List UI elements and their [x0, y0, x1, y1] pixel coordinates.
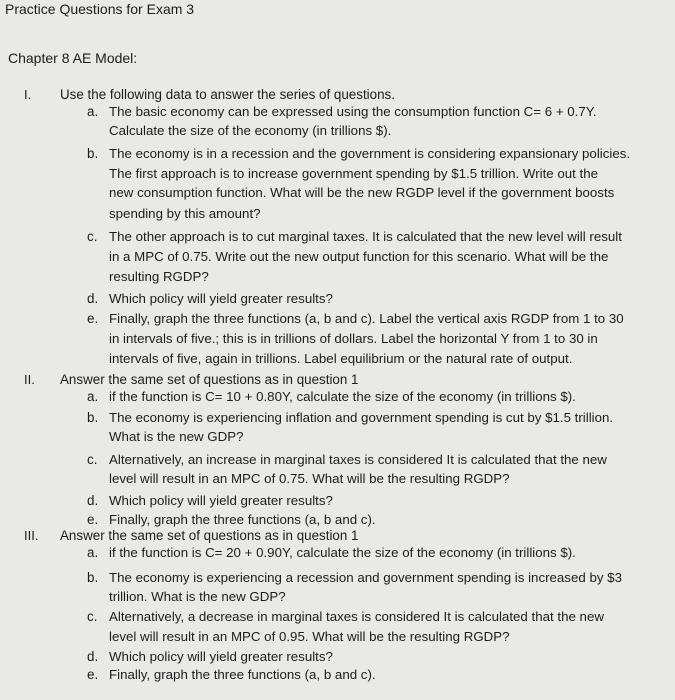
sub-question-line: Alternatively, an increase in marginal taxes is considered It is calculated that the new — [109, 452, 607, 467]
sub-question-letter: a. — [87, 389, 99, 404]
sub-question-line: if the function is C= 10 + 0.80Y, calculate the size of the economy (in trillions $). — [109, 389, 576, 404]
page-title: Practice Questions for Exam 3 — [5, 1, 195, 17]
sub-question-line: Finally, graph the three functions (a, b and c). — [109, 667, 376, 682]
sub-question-line: intervals of five, again in trillions. Label equilibrium or the natural rate of output. — [109, 351, 573, 366]
sub-question-line: new consumption function. What will be the new RGDP level if the government boosts — [109, 185, 615, 200]
sub-question-letter: e. — [87, 311, 99, 326]
sub-question-letter: e. — [87, 667, 99, 682]
sub-question-line: Finally, graph the three functions (a, b and c). Label the vertical axis RGDP from 1 to 30 — [109, 311, 624, 326]
sub-question-line: The economy is experiencing inflation and government spending is cut by $1.5 trillion. — [109, 410, 614, 425]
sub-question-line: Which policy will yield greater results? — [109, 493, 333, 508]
sub-question-line: The economy is experiencing a recession and government spending is increased by $3 — [109, 570, 622, 585]
sub-question-letter: c. — [87, 452, 98, 467]
sub-question-line: Finally, graph the three functions (a, b and c). — [109, 512, 376, 527]
chapter-heading: Chapter 8 AE Model: — [8, 50, 138, 66]
sub-question-line: The economy is in a recession and the government is considering expansionary policies. — [109, 146, 631, 161]
sub-question-letter: d. — [87, 493, 99, 508]
sub-question-line: level will result in an MPC of 0.95. What will be the resulting RGDP? — [109, 629, 510, 644]
sub-question-letter: b. — [87, 146, 99, 161]
sub-question-line: What is the new GDP? — [109, 429, 244, 444]
sub-question-line: Calculate the size of the economy (in trillions $). — [109, 123, 392, 138]
question-numeral: I. — [24, 87, 32, 102]
sub-question-line: The other approach is to cut marginal taxes. It is calculated that the new level will result — [109, 229, 622, 244]
question-numeral: II. — [24, 372, 35, 387]
sub-question-line: level will result in an MPC of 0.75. What will be the resulting RGDP? — [109, 471, 510, 486]
question-text: Answer the same set of questions as in question 1 — [60, 372, 359, 387]
sub-question-letter: d. — [87, 291, 99, 306]
sub-question-letter: e. — [87, 512, 99, 527]
sub-question-letter: a. — [87, 545, 99, 560]
sub-question-letter: c. — [87, 609, 98, 624]
sub-question-line: The basic economy can be expressed using the consumption function C= 6 + 0.7Y. — [109, 104, 597, 119]
sub-question-line: Which policy will yield greater results? — [109, 649, 333, 664]
sub-question-line: Alternatively, a decrease in marginal taxes is considered It is calculated that the new — [109, 609, 604, 624]
sub-question-letter: c. — [87, 229, 98, 244]
sub-question-line: in a MPC of 0.75. Write out the new output function for this scenario. What will be the — [109, 249, 609, 264]
sub-question-line: spending by this amount? — [109, 206, 261, 221]
question-text: Answer the same set of questions as in question 1 — [60, 528, 359, 543]
sub-question-letter: b. — [87, 410, 99, 425]
sub-question-line: Which policy will yield greater results? — [109, 291, 333, 306]
question-numeral: III. — [24, 528, 39, 543]
sub-question-line: trillion. What is the new GDP? — [109, 589, 286, 604]
sub-question-letter: a. — [87, 104, 99, 119]
sub-question-line: resulting RGDP? — [109, 269, 209, 284]
sub-question-letter: d. — [87, 649, 99, 664]
question-text: Use the following data to answer the series of questions. — [60, 87, 395, 102]
sub-question-letter: b. — [87, 570, 99, 585]
sub-question-line: The first approach is to increase government spending by $1.5 trillion. Write out the — [109, 166, 599, 181]
sub-question-line: in intervals of five.; this is in trillions of dollars. Label the horizontal Y from 1 to 30 in — [109, 331, 598, 346]
sub-question-line: if the function is C= 20 + 0.90Y, calculate the size of the economy (in trillions $). — [109, 545, 576, 560]
